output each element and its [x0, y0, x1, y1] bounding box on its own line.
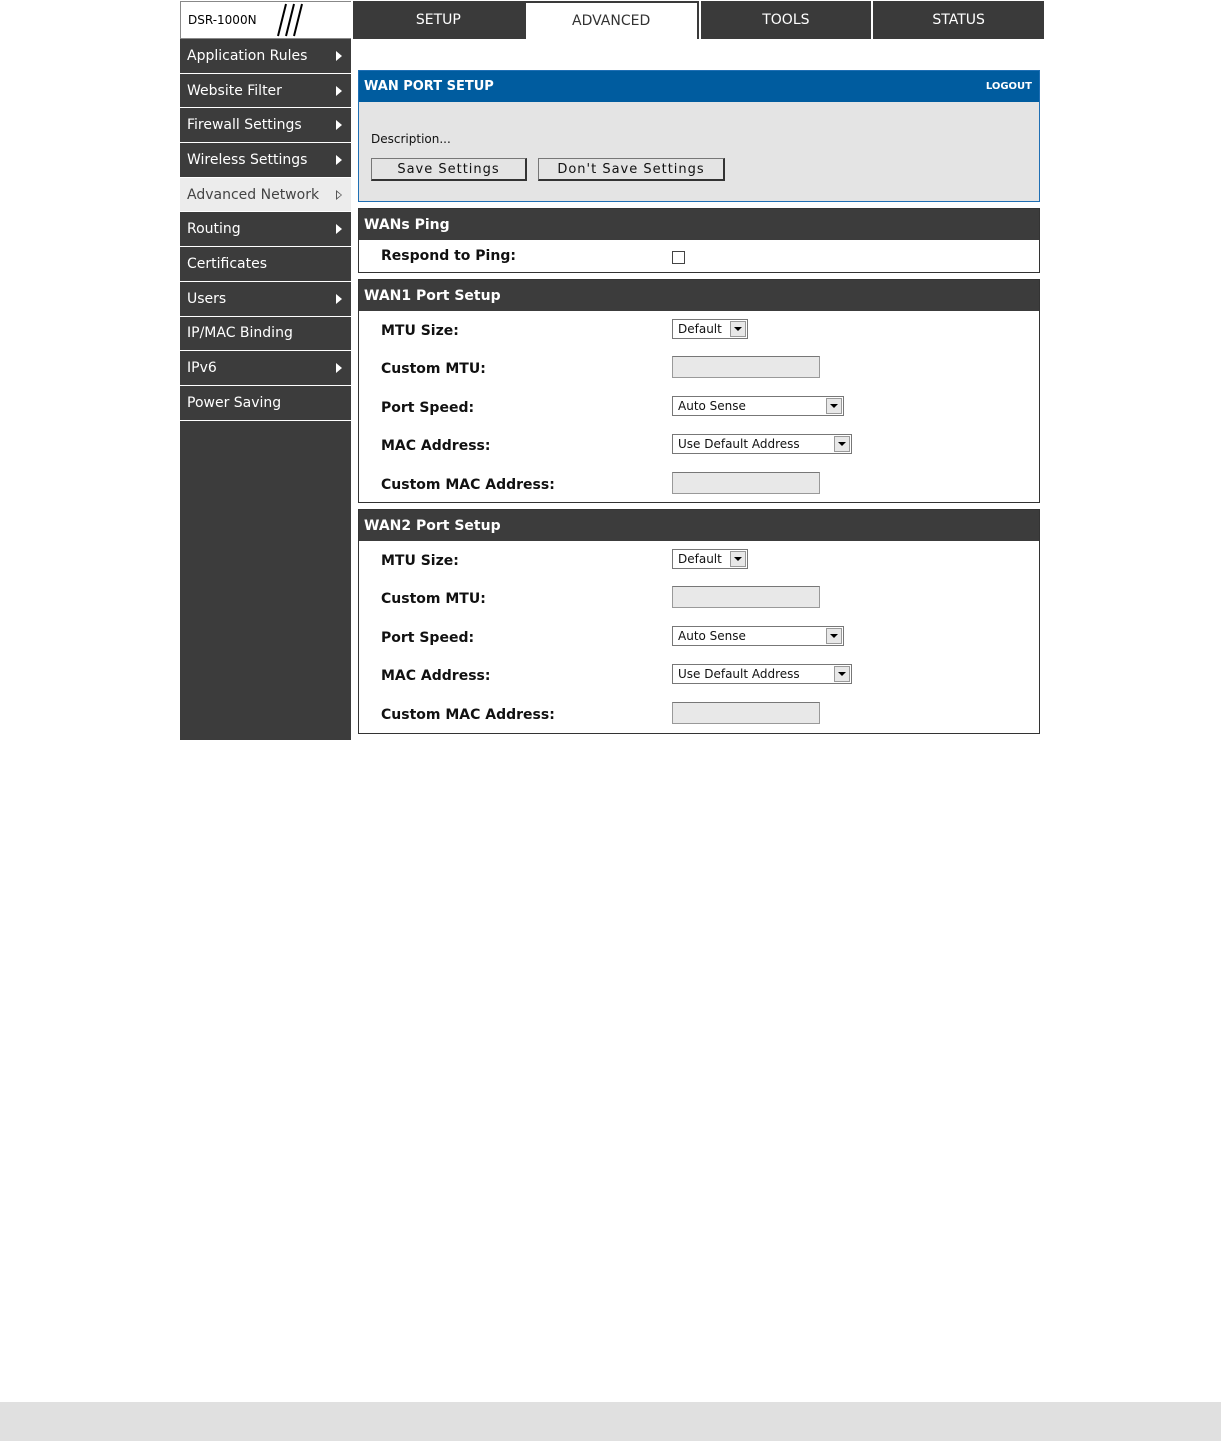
- arrow-right-icon: [336, 155, 342, 165]
- wan-port-setup-panel: [358, 70, 1040, 202]
- field-label: MAC Address:: [381, 668, 491, 685]
- wan2-port-speed-select[interactable]: [672, 626, 844, 646]
- sidebar-item-label: Firewall Settings: [187, 117, 302, 134]
- sidebar-item-label: Certificates: [187, 255, 268, 272]
- tab-setup[interactable]: SETUP: [351, 1, 524, 39]
- arrow-right-icon: [336, 51, 342, 61]
- tab-tools[interactable]: TOOLS: [699, 1, 872, 39]
- model-name: DSR-1000N: [188, 13, 257, 27]
- dont-save-settings-button[interactable]: Don't Save Settings: [538, 158, 725, 181]
- sidebar-item-firewall-settings[interactable]: [180, 108, 351, 143]
- wans-ping-section: [358, 208, 1040, 273]
- respond-to-ping-checkbox[interactable]: [672, 251, 685, 264]
- sidebar-item-label: Advanced Network: [187, 186, 320, 203]
- custom-mtu-row: [359, 579, 1039, 617]
- field-label: Custom MAC Address:: [381, 706, 555, 723]
- sidebar-item-label: Routing: [187, 221, 241, 238]
- mtu-size-row: [359, 541, 1039, 579]
- sidebar-item-ip-mac-binding[interactable]: [180, 317, 351, 352]
- panel-header: [359, 71, 1039, 102]
- sidebar-item-label: Power Saving: [187, 394, 282, 411]
- arrow-right-outline-icon: [336, 190, 342, 200]
- select-value: Auto Sense: [678, 628, 746, 643]
- sidebar-item-website-filter[interactable]: [180, 74, 351, 109]
- chevron-down-icon: [834, 666, 850, 682]
- chevron-down-icon: [834, 436, 850, 452]
- sidebar-item-wireless-settings[interactable]: [180, 143, 351, 178]
- wan1-mac-address-select[interactable]: [672, 434, 852, 454]
- sidebar-item-certificates[interactable]: [180, 247, 351, 282]
- wan2-port-setup-section: [358, 509, 1040, 734]
- chevron-down-icon: [826, 398, 842, 414]
- wan1-port-speed-select[interactable]: [672, 396, 844, 416]
- tab-advanced[interactable]: ADVANCED: [524, 1, 699, 39]
- custom-mac-row: [359, 465, 1039, 503]
- arrow-right-icon: [336, 363, 342, 373]
- sidebar-item-ipv6[interactable]: [180, 351, 351, 386]
- arrow-right-icon: [336, 294, 342, 304]
- custom-mac-row: [359, 695, 1039, 733]
- top-navigation: [351, 1, 1044, 39]
- field-label: MAC Address:: [381, 438, 491, 455]
- sidebar-item-label: Users: [187, 290, 227, 307]
- wan2-custom-mtu-input[interactable]: [672, 586, 820, 608]
- custom-mtu-row: [359, 349, 1039, 387]
- sidebar-item-application-rules[interactable]: [180, 39, 351, 74]
- arrow-right-icon: [336, 86, 342, 96]
- arrow-right-icon: [336, 224, 342, 234]
- mtu-size-row: [359, 311, 1039, 349]
- description-text: Description...: [371, 132, 451, 146]
- mac-address-row: [359, 426, 1039, 464]
- sidebar-item-label: Wireless Settings: [187, 151, 308, 168]
- wan1-custom-mac-input[interactable]: [672, 472, 820, 494]
- field-label: Custom MAC Address:: [381, 476, 555, 493]
- wan2-mtu-size-select[interactable]: [672, 549, 748, 569]
- select-value: Use Default Address: [678, 667, 800, 682]
- wan2-custom-mac-input[interactable]: [672, 702, 820, 724]
- field-label: Custom MTU:: [381, 361, 486, 378]
- select-value: Use Default Address: [678, 437, 800, 452]
- select-value: Auto Sense: [678, 398, 746, 413]
- chevron-down-icon: [730, 551, 746, 567]
- footer-bar: [0, 1402, 1221, 1441]
- sidebar-item-label: Website Filter: [187, 82, 282, 99]
- brand-logo: [180, 1, 351, 39]
- field-label: Port Speed:: [381, 629, 475, 646]
- logout-link[interactable]: LOGOUT: [985, 81, 1032, 92]
- respond-to-ping-row: [359, 240, 1039, 273]
- field-label: Respond to Ping:: [381, 248, 516, 264]
- port-speed-row: [359, 388, 1039, 426]
- wan1-mtu-size-select[interactable]: [672, 319, 748, 339]
- wan2-mac-address-select[interactable]: [672, 664, 852, 684]
- sidebar-item-label: Application Rules: [187, 47, 308, 64]
- sidebar-item-advanced-network[interactable]: [180, 178, 351, 213]
- section-header: WAN1 Port Setup: [359, 280, 1039, 311]
- field-label: Port Speed:: [381, 399, 475, 416]
- chevron-down-icon: [730, 321, 746, 337]
- sidebar-item-routing[interactable]: [180, 212, 351, 247]
- field-label: Custom MTU:: [381, 591, 486, 608]
- sidebar-item-label: IPv6: [187, 360, 217, 377]
- wan1-port-setup-section: [358, 279, 1040, 503]
- wan1-custom-mtu-input[interactable]: [672, 356, 820, 378]
- mac-address-row: [359, 656, 1039, 694]
- section-header: WAN2 Port Setup: [359, 510, 1039, 541]
- port-speed-row: [359, 618, 1039, 656]
- field-label: MTU Size:: [381, 553, 459, 569]
- page-title: WAN PORT SETUP: [364, 79, 494, 94]
- sidebar-item-users[interactable]: [180, 282, 351, 317]
- arrow-right-icon: [336, 120, 342, 130]
- slash-logo-icon: [266, 2, 306, 38]
- tab-status[interactable]: STATUS: [871, 1, 1044, 39]
- chevron-down-icon: [826, 628, 842, 644]
- sidebar: [180, 39, 351, 740]
- sidebar-item-label: IP/MAC Binding: [187, 325, 293, 342]
- field-label: MTU Size:: [381, 323, 459, 339]
- save-settings-button[interactable]: Save Settings: [371, 158, 527, 181]
- select-value: Default: [678, 322, 722, 336]
- section-header: WANs Ping: [359, 209, 1039, 240]
- sidebar-item-power-saving[interactable]: [180, 386, 351, 421]
- select-value: Default: [678, 552, 722, 566]
